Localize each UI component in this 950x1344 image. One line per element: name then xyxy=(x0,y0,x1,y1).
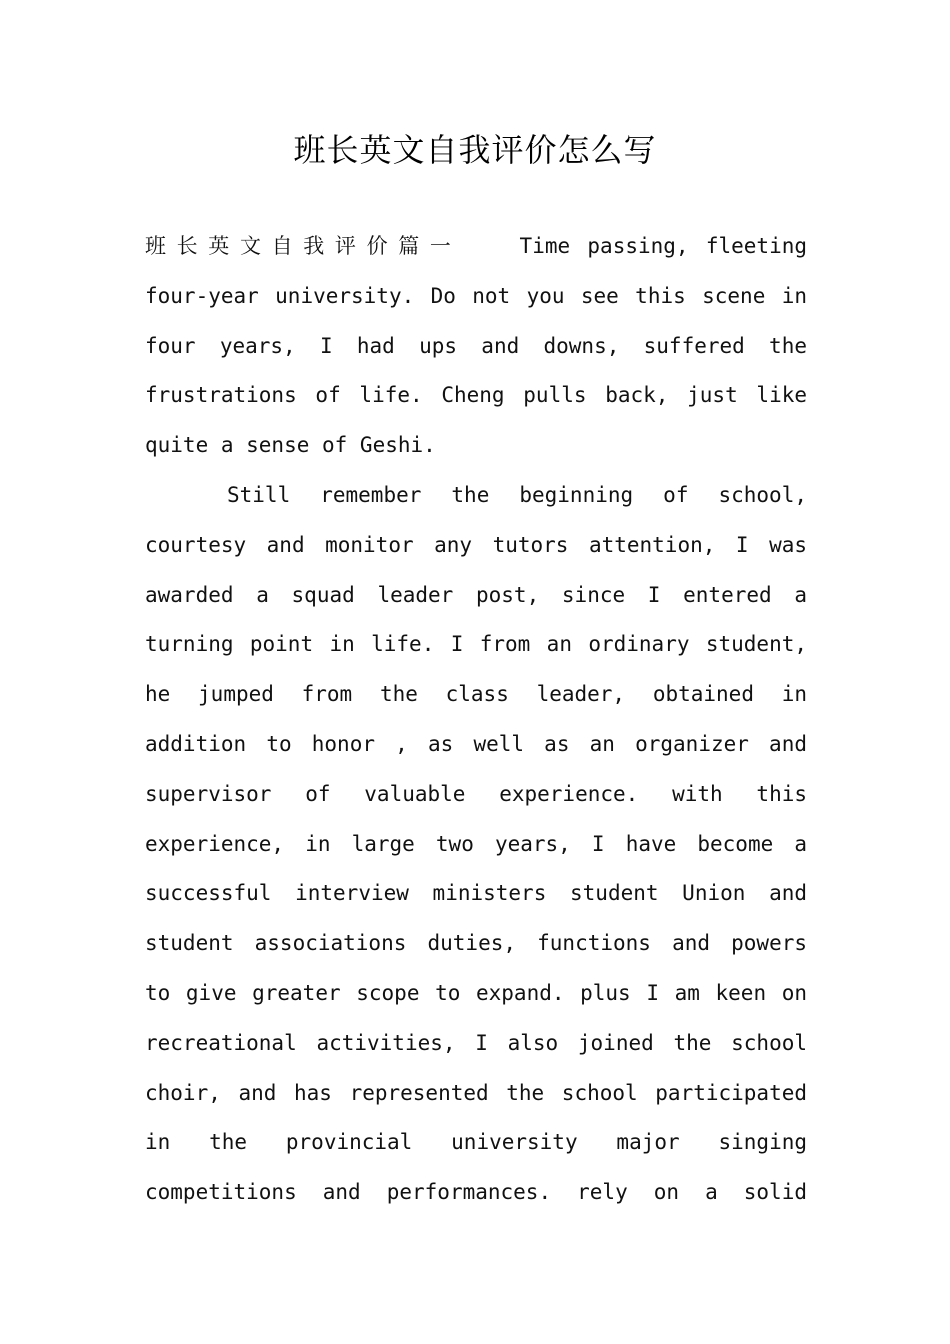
document-body xyxy=(145,222,807,1218)
text-line: Still remember the beginning of school, xyxy=(227,482,807,507)
text-line: four years, I had ups and downs, suffered the xyxy=(145,333,807,358)
text-line: courtesy and monitor any tutors attention, I was xyxy=(145,532,807,557)
section-heading: 班长英文自我评价篇一 xyxy=(145,234,462,258)
text-line: he jumped from the class leader, obtained in xyxy=(145,682,807,707)
text-line: experience, in large two years, I have become a xyxy=(145,831,807,856)
text-line: Time passing, fleeting xyxy=(519,234,807,258)
text-line: four-year university. Do not you see this scene in xyxy=(145,283,807,308)
text-line: in the provincial university major singing xyxy=(145,1130,807,1155)
document-title: 班长英文自我评价怎么写 xyxy=(293,131,657,169)
text-line: supervisor of valuable experience. with this xyxy=(145,781,807,806)
text-line: student associations duties, functions and powers xyxy=(145,931,807,956)
text-line: quite a sense of Geshi. xyxy=(145,433,436,458)
text-line: addition to honor , as well as an organizer and xyxy=(145,731,807,756)
text-line: to give greater scope to expand. plus I am keen on xyxy=(145,980,807,1005)
text-line: successful interview ministers student Union and xyxy=(145,881,807,906)
paragraph-1-line-1 xyxy=(145,222,807,272)
text-line: frustrations of life. Cheng pulls back, just like xyxy=(145,383,807,408)
text-line: competitions and performances. rely on a solid xyxy=(145,1180,807,1205)
text-line: recreational activities, I also joined the school xyxy=(145,1030,807,1055)
text-line: awarded a squad leader post, since I entered a xyxy=(145,582,807,607)
text-line: turning point in life. I from an ordinary student, xyxy=(145,632,807,657)
text-line: choir, and has represented the school participated xyxy=(145,1080,807,1105)
